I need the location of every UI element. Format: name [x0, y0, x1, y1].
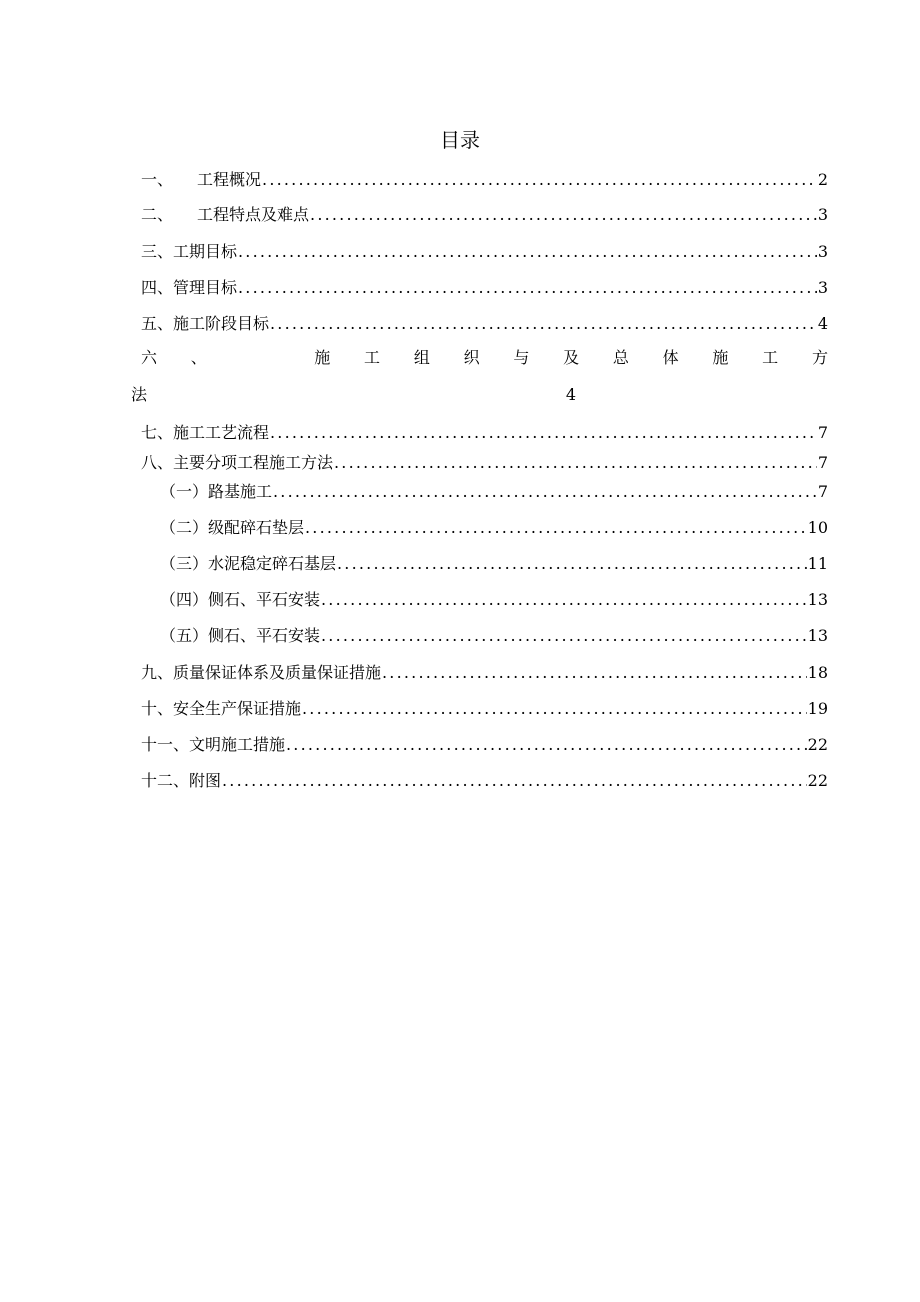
toc-entry[interactable]	[141, 770, 828, 792]
toc-entry-text: 十一、文明施工措施	[141, 735, 286, 754]
toc-entry-page: 3	[817, 278, 828, 297]
toc-entry-page: 3	[817, 242, 828, 261]
toc-entry-justified[interactable]	[141, 347, 828, 369]
toc-subentry[interactable]	[160, 517, 828, 539]
toc-char: 施	[314, 348, 331, 367]
toc-entry-page: 18	[807, 663, 828, 682]
toc-char: 及	[563, 348, 580, 367]
toc-entry-page: 22	[807, 735, 828, 754]
toc-entry[interactable]	[141, 734, 828, 756]
toc-entry-text: 工程特点及难点	[197, 205, 310, 224]
toc-entry-text: 四、管理目标	[141, 278, 238, 297]
toc-entry-page: 13	[807, 626, 828, 645]
toc-entry-page: 4	[565, 385, 576, 404]
dot-leader	[273, 481, 817, 503]
toc-entry-page: 7	[817, 482, 828, 501]
toc-entry-text: 五、施工阶段目标	[141, 314, 270, 333]
toc-entry[interactable]	[141, 313, 828, 335]
toc-subentry[interactable]	[160, 625, 828, 647]
toc-subentry[interactable]	[160, 589, 828, 611]
toc-char: 六	[141, 348, 158, 367]
toc-entry-continuation[interactable]	[131, 384, 576, 406]
toc-char: 与	[513, 348, 530, 367]
toc-entry[interactable]	[141, 452, 828, 474]
toc-entry-page: 10	[807, 518, 828, 537]
toc-entry-page: 19	[807, 699, 828, 718]
toc-entry-page: 2	[817, 170, 828, 189]
dot-leader	[321, 589, 807, 611]
dot-leader	[270, 313, 817, 335]
toc-char: 织	[463, 348, 480, 367]
toc-entry[interactable]	[141, 169, 828, 191]
dot-leader	[334, 452, 817, 474]
toc-entry[interactable]	[141, 277, 828, 299]
toc-entry-text: 九、质量保证体系及质量保证措施	[141, 663, 382, 682]
toc-entry[interactable]	[141, 422, 828, 444]
toc-char: 施	[712, 348, 729, 367]
toc-entry[interactable]	[141, 204, 828, 226]
dot-leader	[302, 698, 807, 720]
toc-char: 工	[364, 348, 381, 367]
toc-entry-page: 11	[807, 554, 828, 573]
toc-entry-text: 工程概况	[197, 170, 262, 189]
dot-leader	[337, 553, 807, 575]
toc-entry-page: 22	[807, 771, 828, 790]
toc-entry-page: 13	[807, 590, 828, 609]
toc-char: 方	[811, 348, 828, 367]
toc-entry-page: 7	[817, 453, 828, 472]
toc-entry[interactable]	[141, 662, 828, 684]
toc-char: 、	[190, 348, 207, 367]
toc-entry[interactable]	[141, 698, 828, 720]
dot-leader	[321, 625, 807, 647]
toc-subentry[interactable]	[160, 481, 828, 503]
toc-entry[interactable]	[141, 241, 828, 263]
dot-leader	[238, 241, 817, 263]
toc-title: 目录	[440, 128, 480, 152]
toc-entry-page: 7	[817, 423, 828, 442]
toc-entry-text: 法	[131, 385, 148, 404]
toc-entry-text: （四）侧石、平石安装	[160, 590, 321, 609]
toc-char: 工	[762, 348, 779, 367]
toc-entry-text: 三、工期目标	[141, 242, 238, 261]
toc-entry-text: 十、安全生产保证措施	[141, 699, 302, 718]
dot-leader	[270, 422, 817, 444]
dot-leader	[222, 770, 807, 792]
dot-leader	[382, 662, 807, 684]
dot-leader	[262, 169, 817, 191]
toc-entry-number: 一、	[141, 170, 174, 189]
dot-leader	[286, 734, 807, 756]
toc-entry-text: 十二、附图	[141, 771, 222, 790]
toc-char: 组	[413, 348, 430, 367]
toc-entry-text: （一）路基施工	[160, 482, 273, 501]
toc-entry-text: （三）水泥稳定碎石基层	[160, 554, 337, 573]
toc-entry-page: 4	[817, 314, 828, 333]
toc-entry-text: 八、主要分项工程施工方法	[141, 453, 334, 472]
toc-entry-text: （二）级配碎石垫层	[160, 518, 305, 537]
dot-leader	[305, 517, 807, 539]
dot-leader	[310, 204, 817, 226]
toc-char: 总	[612, 348, 629, 367]
toc-entry-text: （五）侧石、平石安装	[160, 626, 321, 645]
toc-char: 体	[662, 348, 679, 367]
toc-subentry[interactable]	[160, 553, 828, 575]
dot-leader	[238, 277, 817, 299]
toc-entry-text: 七、施工工艺流程	[141, 423, 270, 442]
toc-entry-number: 二、	[141, 205, 174, 224]
toc-entry-page: 3	[817, 205, 828, 224]
